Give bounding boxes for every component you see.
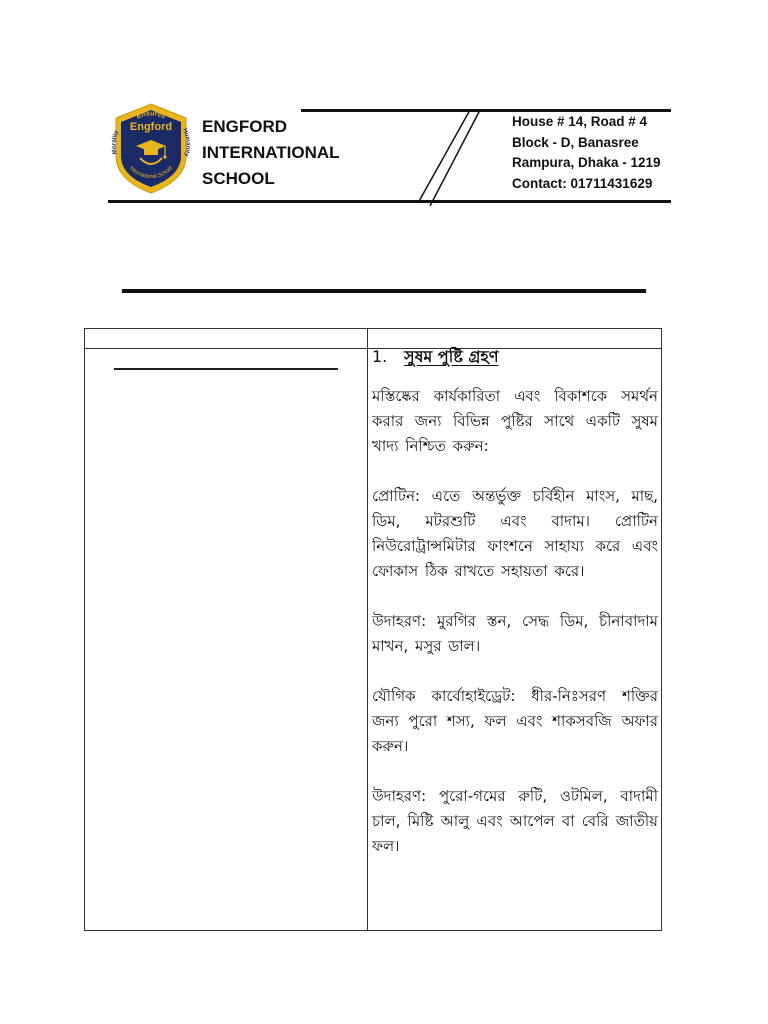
header-slash-divider <box>408 100 488 206</box>
paragraph-protein: প্রোটিন: এতে অন্তর্ভুক্ত চর্বিহীন মাংস, মাছ, ডিম, মটরশুটি এবং বাদাম। প্রোটিন নিউরোট্রান্সমিটার ফাংশনে সাহায্য করে এবং ফোকাস ঠিক রাখতে সহায়তা করে। <box>372 487 658 580</box>
paragraph-intro: মস্তিষ্কের কার্যকারিতা এবং বিকাশকে সমর্থন করার জন্য বিভিন্ন পুষ্টির সাথে একটি সুষম খাদ্য নিশ্চিত করুন: <box>372 387 658 455</box>
section-content <box>372 344 658 884</box>
address-line: Block - D, Banasree <box>512 134 639 150</box>
paragraph-carbohydrates: যৌগিক কার্বোহাইড্রেট: ধীর-নিঃসরণ শক্তির জন্য পুরো শস্য, ফল এবং শাকসবজি অফার করুন। <box>372 687 658 755</box>
section-title: সুষম পুষ্টি গ্রহণ <box>404 347 499 366</box>
section-number: 1. <box>372 347 388 366</box>
logo-left-text: Morality <box>111 129 121 155</box>
blank-fill-line <box>114 368 338 370</box>
logo-bottom-text: International School <box>128 165 174 181</box>
header-bottom-rule <box>108 200 671 203</box>
address-line: House # 14, Road # 4 <box>512 114 648 129</box>
table-column-divider <box>367 329 368 930</box>
section-heading <box>372 344 658 369</box>
logo-top-text: Ensures <box>135 110 167 121</box>
address-line: Rampura, Dhaka - 1219 <box>512 155 661 170</box>
school-name-line: SCHOOL <box>202 169 275 188</box>
logo-right-text: Humanity <box>181 127 191 158</box>
contact-line: Contact: 01711431629 <box>512 175 653 191</box>
school-name <box>202 114 362 192</box>
school-logo <box>110 100 192 196</box>
letterhead <box>108 100 671 206</box>
school-address <box>512 112 682 194</box>
school-name-line: ENGFORD <box>202 117 287 136</box>
paragraph-carb-examples: উদাহরণ: পুরো-গমের রুটি, ওটমিল, বাদামী চাল, মিষ্টি আলু এবং আপেল বা বেরি জাতীয় ফল। <box>372 787 658 855</box>
logo-brand-text: Engford <box>129 121 173 133</box>
title-rule <box>122 289 646 293</box>
school-name-line: INTERNATIONAL <box>202 143 340 162</box>
paragraph-protein-examples: উদাহরণ: মুরগির স্তন, সেদ্ধ ডিম, চীনাবাদাম মাখন, মসুর ডাল। <box>372 612 658 655</box>
